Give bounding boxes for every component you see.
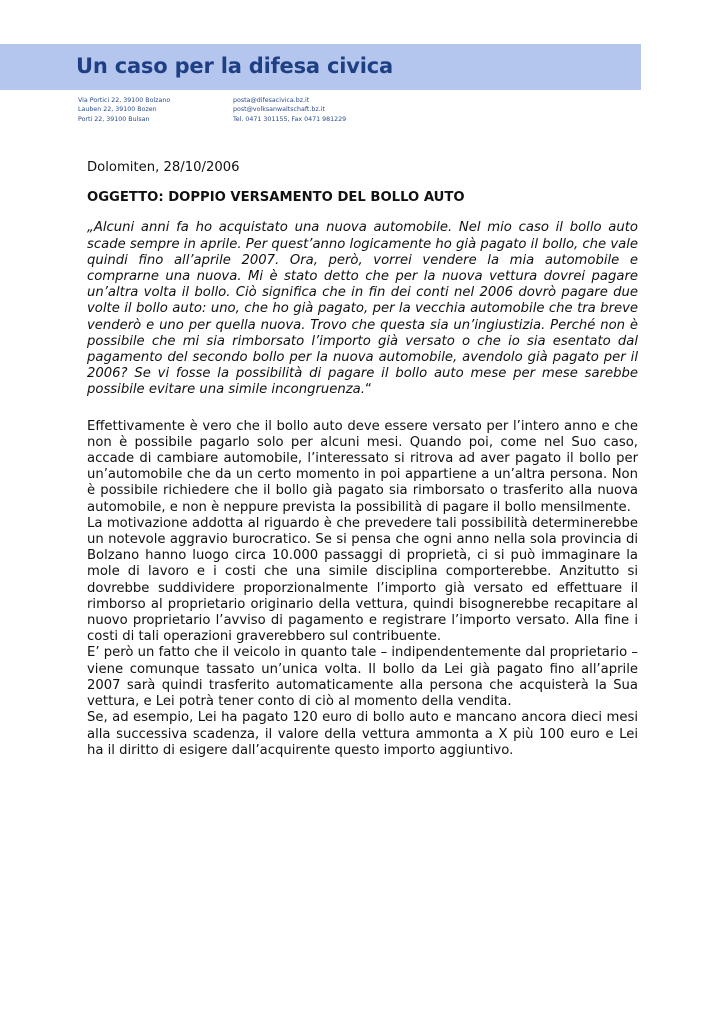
reader-question [87, 220, 638, 398]
answer-paragraph: E’ però un fatto che il veicolo in quanto tale – indipendentemente dal proprietario – viene comunque tassato un’unica volta. Il bollo da Lei già pagato fino all’aprile 2007 sarà quindi trasferito automaticamente alla persona che acquisterà la Sua vettura, e Lei potrà tener conto di ciò al momento della vendita. [87, 645, 638, 710]
contact-block-right [233, 96, 346, 124]
dateline: Dolomiten, 28/10/2006 [87, 160, 240, 175]
subject-line: OGGETTO: DOPPIO VERSAMENTO DEL BOLLO AUTO [87, 190, 465, 206]
contact-phone: Tel. 0471 301155, Fax 0471 981229 [233, 115, 347, 123]
letter-body [87, 160, 638, 759]
address-line: Via Portici 22, 39100 Bolzano [78, 97, 171, 104]
answer-paragraph: Effettivamente è vero che il bollo auto deve essere versato per l’intero anno e che non è possibile pagarlo solo per alcuni mesi. Quando poi, come nel Suo caso, accade di cambiare automobile, l’interessato si ritrova ad aver pagato il bollo per un’automobile che da un certo momento in poi appartiene a un’altra persona. Non è possibile richiedere che il bollo già pagato sia rimborsato o trasferito alla nuova automobile, e non è neppure prevista la possibilità di pagare il bollo mensilmente. [87, 418, 638, 515]
answer-paragraph: La motivazione addotta al riguardo è che prevedere tali possibilità determinerebbe un notevole aggravio burocratico. Se si pensa che ogni anno nella sola provincia di Bolzano hanno luogo circa 10.000 passaggi di proprietà, ci si può immaginare la mole di lavoro e i costi che una simile disciplina comporterebbe. Anzitutto si dovrebbe suddividere proporzionalmente l’importo già versato ed effettuare il rimborso al proprietario originario della vettura, quindi bisognerebbe recapitare al nuovo proprietario l’avviso di pagamento e registrare l’importo versato. Alla fine i costi di tali operazioni graverebbero sul contribuente. [87, 515, 638, 645]
quote-close-mark: “ [364, 382, 372, 398]
contact-email: posta@difesacivica.bz.it [233, 97, 310, 104]
address-line: Lauben 22, 39100 Bozen [78, 106, 157, 114]
answer-paragraph: Se, ad esempio, Lei ha pagato 120 euro di bollo auto e mancano ancora dieci mesi alla successiva scadenza, il valore della vettura ammonta a X più 100 euro e Lei ha il diritto di esigere dall’acquirente questo importo aggiuntivo. [87, 710, 638, 758]
contact-email: post@volksanwaltschaft.bz.it [233, 106, 325, 114]
address-block-left [78, 96, 170, 124]
page-title: Un caso per la difesa civica [76, 54, 393, 78]
address-line: Porti 22, 39100 Bulsan [78, 115, 150, 123]
reader-question-text: „Alcuni anni fa ho acquistato una nuova automobile. Nel mio caso il bollo auto scade sempre in aprile. Per quest’anno logicamente ho già pagato il bollo, che vale quindi fino all’aprile 2007. Ora, però, vorrei vendere la mia automobile e comprarne una nuova. Mi è stato detto che per la nuova vettura dovrei pagare un’altra volta il bollo. Ciò significa che in fin dei conti nel 2006 dovrò pagare due volte il bollo auto: uno, che ho già pagato, per la vecchia automobile che tra breve venderò e uno per quella nuova. Trovo che questa sia un’ingiustizia. Perché non è possibile che mi sia rimborsato l’importo già versato o che io sia esentato dal pagamento del secondo bollo per la nuova automobile, avendolo già pagato per il 2006? Se vi fosse la possibilità di pagare il bollo auto mese per mese sarebbe possibile evitare una simile incongruenza. [87, 220, 639, 398]
